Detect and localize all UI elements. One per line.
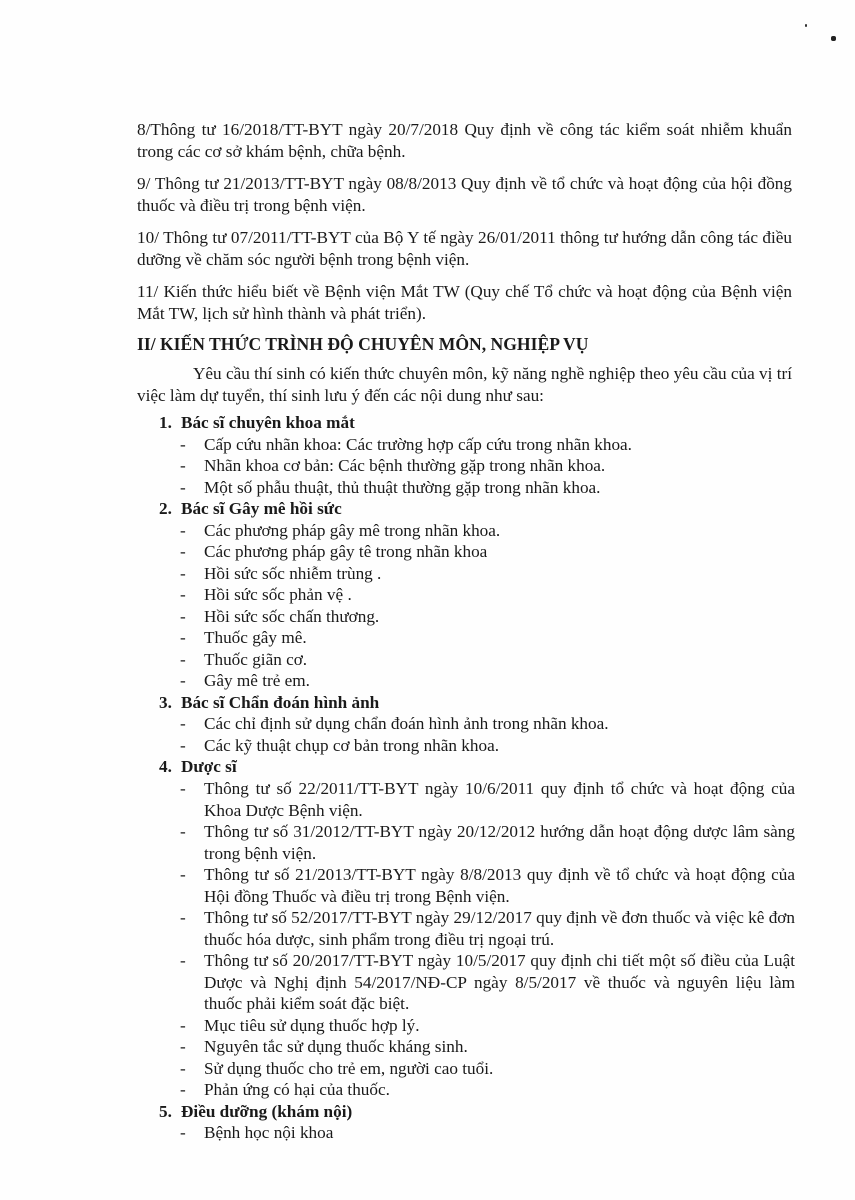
position-title: [159, 692, 379, 714]
list-item: - Thông tư số 20/2017/TT-BYT ngày 10/5/2017 quy định chi tiết một số điều của Luật Dược và Nghị định 54/2017/NĐ-CP ngày 8/5/2017 về thuốc và nguyên liệu làm thuốc phải kiểm soát đặc biệt.: [180, 951, 795, 1013]
list-item: - Các phương pháp gây mê trong nhãn khoa.: [180, 521, 501, 540]
list-item: - Thông tư số 22/2011/TT-BYT ngày 10/6/2011 quy định tổ chức và hoạt động của Khoa Dược Bệnh viện.: [180, 779, 795, 820]
dash-bullet: -: [180, 1016, 186, 1035]
dash-bullet: -: [180, 542, 186, 561]
dash-bullet: -: [180, 1080, 186, 1099]
position-number: 1.: [159, 413, 172, 432]
dash-bullet: -: [180, 435, 186, 454]
list-item: - Hồi sức sốc nhiễm trùng .: [180, 564, 382, 583]
position-number: 2.: [159, 499, 172, 518]
list-item: - Hồi sức sốc chấn thương.: [180, 607, 380, 626]
section-intro: Yêu cầu thí sinh có kiến thức chuyên môn, kỹ năng nghề nghiệp theo yêu cầu của vị trí việc làm dự tuyển, thí sinh lưu ý đến các nội dung như sau:: [137, 364, 792, 405]
list-item: - Phản ứng có hại của thuốc.: [180, 1080, 390, 1099]
position-title: [159, 756, 237, 778]
dash-bullet: -: [180, 671, 186, 690]
dash-bullet: -: [180, 607, 186, 626]
list-item: - Nguyên tắc sử dụng thuốc kháng sinh.: [180, 1037, 468, 1056]
dash-bullet: -: [180, 1123, 186, 1142]
position-number: 5.: [159, 1102, 172, 1121]
position-number: 3.: [159, 693, 172, 712]
list-item: - Thông tư số 31/2012/TT-BYT ngày 20/12/2012 hướng dẫn hoạt động dược lâm sàng trong bệnh viện.: [180, 822, 795, 863]
list-item: - Bệnh học nội khoa: [180, 1123, 334, 1142]
dash-bullet: -: [180, 908, 186, 927]
list-item: - Thuốc gây mê.: [180, 628, 307, 647]
position-number: 4.: [159, 757, 172, 776]
position-title: [159, 498, 342, 520]
list-item: - Sử dụng thuốc cho trẻ em, người cao tuổi.: [180, 1059, 494, 1078]
list-item: - Thuốc giãn cơ.: [180, 650, 308, 669]
dash-bullet: -: [180, 736, 186, 755]
position-name: Bác sĩ Gây mê hồi sức: [181, 499, 342, 518]
list-item: - Các phương pháp gây tê trong nhãn khoa: [180, 542, 488, 561]
dash-bullet: -: [180, 456, 186, 475]
position-title: [159, 1101, 352, 1123]
dash-bullet: -: [180, 650, 186, 669]
dash-bullet: -: [180, 779, 186, 798]
scan-speck: [831, 36, 836, 41]
section-heading: II/ KIẾN THỨC TRÌNH ĐỘ CHUYÊN MÔN, NGHIỆP VỤ: [137, 334, 589, 354]
list-item: - Thông tư số 21/2013/TT-BYT ngày 8/8/2013 quy định về tổ chức và hoạt động của Hội đồng Thuốc và điều trị trong Bệnh viện.: [180, 865, 795, 906]
scan-speck: [805, 24, 807, 27]
dash-bullet: -: [180, 585, 186, 604]
list-item: - Thông tư số 52/2017/TT-BYT ngày 29/12/2017 quy định về đơn thuốc và việc kê đơn thuốc hóa dược, sinh phẩm trong điều trị ngoại trú.: [180, 908, 795, 949]
list-item: - Hồi sức sốc phản vệ .: [180, 585, 352, 604]
dash-bullet: -: [180, 822, 186, 841]
list-item-11: 11/ Kiến thức hiểu biết về Bệnh viện Mắt TW (Quy chế Tổ chức và hoạt động của Bệnh viện Mắt TW, lịch sử hình thành và phát triển).: [137, 282, 792, 323]
list-item: - Các kỹ thuật chụp cơ bản trong nhãn khoa.: [180, 736, 499, 755]
list-item: - Gây mê trẻ em.: [180, 671, 310, 690]
list-item: - Mục tiêu sử dụng thuốc hợp lý.: [180, 1016, 420, 1035]
position-name: Dược sĩ: [181, 757, 237, 776]
position-title: [159, 412, 355, 434]
list-item-8: 8/Thông tư 16/2018/TT-BYT ngày 20/7/2018 Quy định về công tác kiểm soát nhiễm khuẩn trong các cơ sở khám bệnh, chữa bệnh.: [137, 120, 792, 161]
dash-bullet: -: [180, 521, 186, 540]
dash-bullet: -: [180, 1059, 186, 1078]
dash-bullet: -: [180, 478, 186, 497]
position-name: Bác sĩ chuyên khoa mắt: [181, 413, 355, 432]
list-item-9: 9/ Thông tư 21/2013/TT-BYT ngày 08/8/2013 Quy định về tổ chức và hoạt động của hội đồng thuốc và điều trị trong bệnh viện.: [137, 174, 792, 215]
dash-bullet: -: [180, 865, 186, 884]
dash-bullet: -: [180, 564, 186, 583]
list-item: - Một số phẫu thuật, thủ thuật thường gặp trong nhãn khoa.: [180, 478, 601, 497]
list-item: - Cấp cứu nhãn khoa: Các trường hợp cấp cứu trong nhãn khoa.: [180, 435, 632, 454]
list-item-10: 10/ Thông tư 07/2011/TT-BYT của Bộ Y tế ngày 26/01/2011 thông tư hướng dẫn công tác điều dưỡng về chăm sóc người bệnh trong bệnh viện.: [137, 228, 792, 269]
list-item: - Nhãn khoa cơ bản: Các bệnh thường gặp trong nhãn khoa.: [180, 456, 606, 475]
list-item: - Các chỉ định sử dụng chẩn đoán hình ảnh trong nhãn khoa.: [180, 714, 609, 733]
dash-bullet: -: [180, 951, 186, 970]
position-name: Bác sĩ Chẩn đoán hình ảnh: [181, 693, 380, 712]
dash-bullet: -: [180, 714, 186, 733]
dash-bullet: -: [180, 628, 186, 647]
position-name: Điều dưỡng (khám nội): [181, 1102, 353, 1121]
dash-bullet: -: [180, 1037, 186, 1056]
